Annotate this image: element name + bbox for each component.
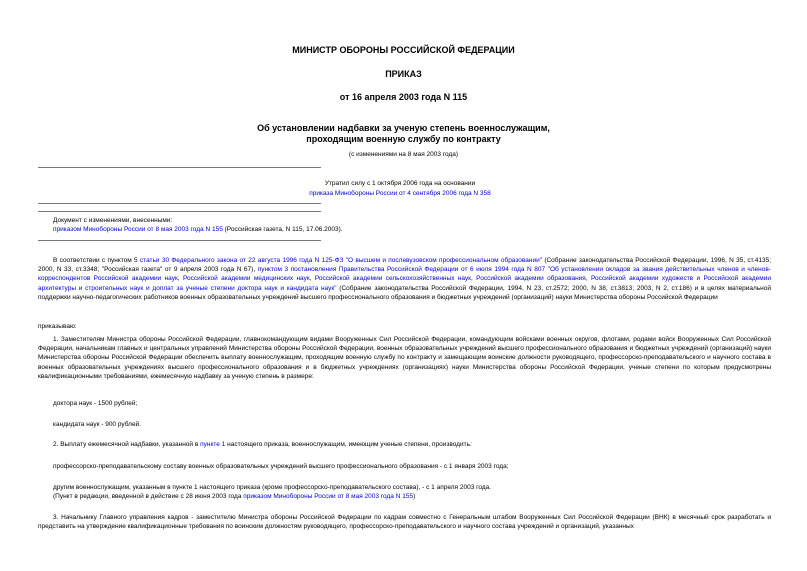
divider xyxy=(38,203,321,204)
item-2a: профессорско-преподавательскому составу военных образовательных учреждений высшего профессионального образования - с 1 января 2003 года; xyxy=(53,463,509,470)
amendment-source: (Российская газета, N 115, 17.06.2003). xyxy=(222,226,343,233)
doc-type-heading: ПРИКАЗ xyxy=(385,69,422,79)
lost-force-text: Утратил силу с 1 октября 2006 года на основании xyxy=(324,180,476,187)
divider xyxy=(38,211,321,212)
title-line-1: Об установлении надбавки за ученую степень военнослужащим, xyxy=(257,123,550,133)
law-link[interactable]: статьи 30 Федерального закона от 22 августа 1996 года N 125-ФЗ "О высшем и послевузовском профессиональном образовании" xyxy=(139,257,543,264)
candidate-rate: кандидата наук - 900 рублей. xyxy=(53,421,141,428)
preamble-paragraph: В соответствии с пунктом 5 статьи 30 Федерального закона от 22 августа 1996 года N 125-ФЗ "О высшем и послевузовском профессиональном образовании" (Собрание законодательства Российской Федерации, 1996, N 35, ст.4135; 2000, N 33, ст.3348; "Российская газета" от 9 апреля 2003 года N 67), пунктом 3 постановления Правительства Российской Федерации от 6 июля 1994 года N 807 "Об установлении окладов за звания действительных членов и членов-корреспондентов Российской академии наук, Российской академии медицинских наук, Российской академии сельскохозяйственных наук, Российской академии образования, Российской академии художеств и Российской академии архитектуры и строительных наук и доплат за ученые степени доктора наук и кандидата наук" (Собрание законодательства Российской Федерации, 1994, N 23, ст.2572; 2000, N 38, ст.3813; 2003, N 2, ст.186) и в целях материальной поддержки научно-педагогических работников военных образовательных учреждений высшего профессионального образования и бюджетных учреждений (организаций) науки Министерства обороны Российской Федерации xyxy=(38,257,771,301)
resolution-link[interactable]: пунктом 3 постановления Правительства Российской Федерации от 6 июля 1994 года N 807 "Об установлении окладов за звания действительных членов и членов-корреспондентов Российской академии наук, Российской академии медицинских наук, Российской академии сельскохозяйственных наук, Российской академии образования, Российской академии художеств и Российской академии архитектуры и строительных наук и доплат за ученые степени доктора наук и кандидата наук" xyxy=(38,266,771,292)
doctor-rate: доктора наук - 1500 рублей; xyxy=(53,400,138,407)
divider xyxy=(38,167,321,168)
order-word: приказываю: xyxy=(38,323,77,330)
document-title xyxy=(0,123,807,145)
ministry-heading: МИНИСТР ОБОРОНЫ РОССИЙСКОЙ ФЕДЕРАЦИИ xyxy=(292,45,515,55)
lost-force-notice xyxy=(150,179,650,199)
date-number-heading: от 16 апреля 2003 года N 115 xyxy=(339,92,468,102)
item-2-amend-link[interactable]: приказом Минобороны России от 8 мая 2003 года N 155 xyxy=(243,493,414,500)
item-1-link[interactable]: пункте 1 xyxy=(200,441,226,448)
item-2b: другим военнослужащим, указанным в пункте 1 настоящего приказа (кроме профессорско-преподавательского состава), - с 1 апреля 2003 года. xyxy=(53,484,492,491)
item-2-note: (Пункт в редакции, введенной в действие с 28 июня 2003 года приказом Минобороны России от 8 мая 2003 года N 155) xyxy=(53,493,416,500)
amendment-link[interactable]: приказом Минобороны России от 8 мая 2003 года N 155 xyxy=(53,226,223,233)
amendments-label: Документ с изменениями, внесенными: xyxy=(53,217,173,224)
item-2: 2. Выплату ежемесячной надбавки, указанной в пункте 1 настоящего приказа, военнослужащим, имеющим ученые степени, производить: xyxy=(53,441,472,448)
title-line-2: проходящим военную службу по контракту xyxy=(306,134,501,144)
amendments-block xyxy=(53,216,343,234)
amendment-note: (с изменениями на 8 мая 2003 года) xyxy=(348,151,459,158)
item-3: 3. Начальнику Главного управления кадров - заместителю Министра обороны Российской Федерации по кадрам совместно с Генеральным штабом Вооруженных Сил Российской Федерации (ВНК) в месячный срок разработать и представить на утверждение квалификационные требования по воинским должностям руководящего, профессорско-преподавательского и научного состава учреждений и организаций, указанных xyxy=(38,514,771,531)
lost-force-link[interactable]: приказа Минобороны России от 4 сентября 2006 года N 358 xyxy=(309,190,491,197)
divider xyxy=(38,240,321,241)
item-1: 1. Заместителям Министра обороны Российской Федерации, главнокомандующим видами Вооруженных Сил Российской Федерации, командующим войсками военных округов, флотами, родами войск Вооруженных Сил Российской Федерации, начальникам главных и центральных управлений Министерства обороны Российской Федерации, военных образовательных учреждений высшего профессионального образования и бюджетных учреждений (организаций) науки Министерства обороны Российской Федерации обеспечить выплату военнослужащим, проходящим военную службу по контракту и замещающим воинские должности руководящего, профессорско-преподавательского и научного состава в военных образовательных учреждениях высшего профессионального образования и в бюджетных учреждениях (организациях) науки Министерства обороны Российской Федерации, ученые степени по которым предусмотрены квалификационными требованиями, ежемесячную надбавку за ученую степень в размере: xyxy=(38,336,771,380)
